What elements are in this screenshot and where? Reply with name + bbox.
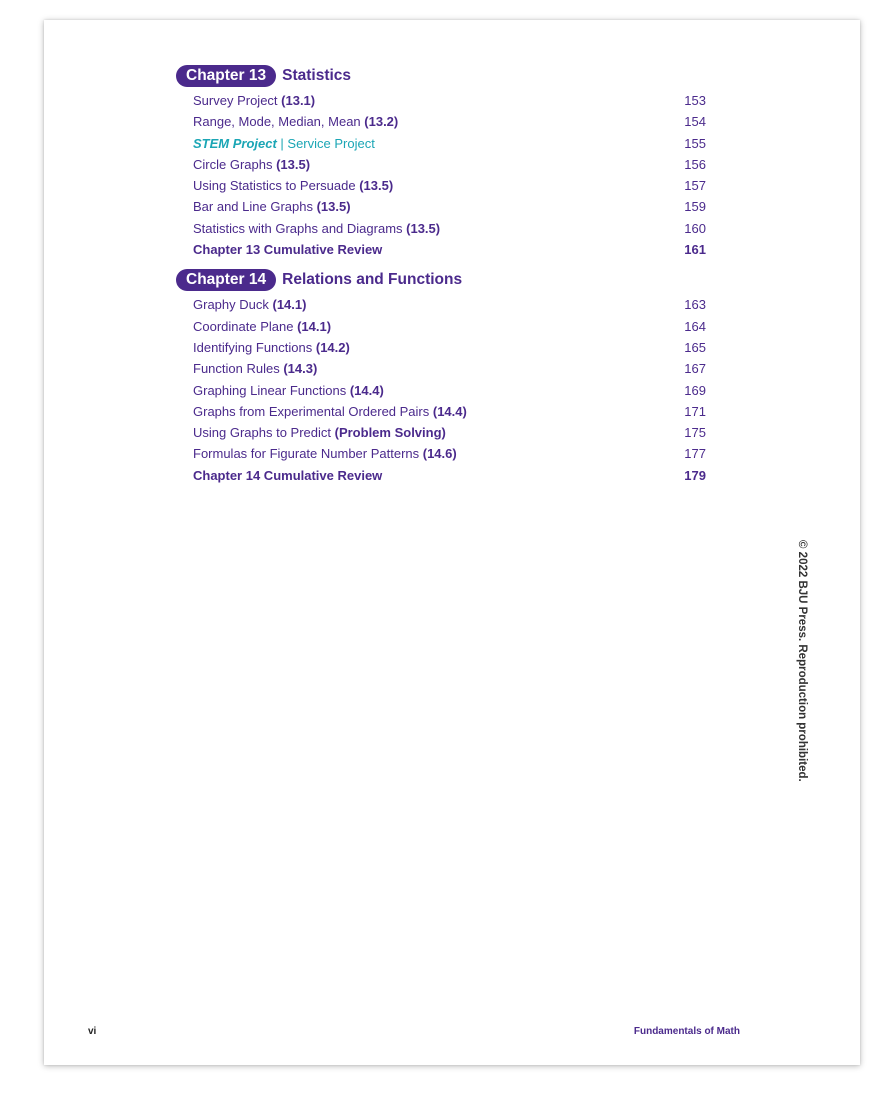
page-number-label: vi: [88, 1026, 97, 1037]
toc-entry: [193, 175, 706, 196]
entry-text: Graphy Duck: [193, 297, 273, 313]
entry-text: Chapter 13 Cumulative Review: [193, 242, 383, 258]
entry-page-number: 163: [684, 297, 706, 313]
lesson-reference: (13.5): [276, 156, 311, 172]
lesson-reference: (Problem Solving): [334, 425, 446, 441]
toc-entry: [193, 196, 706, 217]
entry-title: [193, 422, 446, 443]
entry-page-number: 177: [684, 446, 706, 462]
toc-entry: [193, 133, 706, 154]
entry-text: Statistics with Graphs and Diagrams: [193, 220, 407, 236]
chapter-number-badge: Chapter 14: [176, 269, 276, 291]
toc-entry: [193, 154, 706, 175]
entry-title: [193, 380, 384, 401]
entry-page-number: 165: [684, 339, 706, 355]
chapter-section: [176, 64, 706, 260]
entry-page-number: 161: [684, 242, 706, 258]
toc-entry: [193, 358, 706, 379]
entry-text: Graphs from Experimental Ordered Pairs: [193, 403, 433, 419]
toc-entry: [193, 218, 706, 239]
lesson-reference: (13.5): [316, 199, 351, 215]
entry-text: Graphing Linear Functions: [193, 382, 350, 398]
entry-page-number: 175: [684, 425, 706, 441]
entry-title: [193, 443, 457, 464]
chapter-title: Relations and Functions: [282, 271, 463, 289]
entry-page-number: 171: [684, 403, 706, 419]
entry-page-number: 159: [684, 199, 706, 215]
toc-entry: [193, 294, 706, 315]
table-of-contents: [176, 64, 706, 494]
entry-title: [193, 358, 317, 379]
entry-title: [193, 133, 375, 154]
entry-title: [193, 111, 398, 132]
lesson-reference: (14.4): [349, 382, 384, 398]
toc-entry: [193, 316, 706, 337]
chapter-entries: [176, 90, 706, 260]
entry-title: [193, 401, 467, 422]
toc-entry: [193, 401, 706, 422]
entry-text: Using Graphs to Predict: [193, 425, 335, 441]
entry-page-number: 160: [684, 220, 706, 236]
entry-title: [193, 218, 440, 239]
entry-text: Using Statistics to Persuade: [193, 178, 360, 194]
chapter-title: Statistics: [282, 67, 352, 84]
chapter-heading: [176, 64, 706, 88]
entry-title: [193, 294, 306, 315]
entry-separator: |: [276, 135, 288, 151]
entry-text: Bar and Line Graphs: [193, 199, 317, 215]
toc-entry: [193, 465, 706, 486]
entry-page-number: 155: [684, 135, 706, 151]
document-page: [44, 20, 860, 1065]
entry-title: [193, 90, 315, 111]
lesson-reference: (14.3): [283, 361, 318, 377]
entry-page-number: 157: [684, 178, 706, 194]
toc-entry: [193, 337, 706, 358]
entry-page-number: 156: [684, 156, 706, 172]
copyright-notice: [796, 540, 810, 782]
entry-text: Circle Graphs: [193, 156, 277, 172]
entry-title: [193, 239, 382, 260]
entry-title: [193, 337, 350, 358]
lesson-reference: (14.2): [315, 339, 350, 355]
entry-title: [193, 196, 351, 217]
lesson-reference: (13.2): [364, 114, 399, 130]
lesson-reference: (14.6): [422, 446, 457, 462]
chapter-section: [176, 268, 706, 486]
entry-text: Function Rules: [193, 361, 284, 377]
chapter-number-badge: Chapter 13: [176, 65, 276, 87]
toc-entry: [193, 111, 706, 132]
lesson-reference: (14.4): [432, 403, 467, 419]
entry-page-number: 179: [684, 467, 706, 483]
entry-text: Survey Project: [193, 93, 282, 108]
entry-page-number: 153: [684, 93, 706, 108]
lesson-reference: (14.1): [272, 297, 307, 313]
lesson-reference: (13.5): [406, 220, 441, 236]
toc-entry: [193, 90, 706, 111]
lesson-reference: (13.1): [281, 93, 316, 108]
toc-entry: [193, 422, 706, 443]
entry-text: Formulas for Figurate Number Patterns: [193, 446, 423, 462]
chapter-entries: [176, 294, 706, 486]
entry-title: [193, 316, 331, 337]
entry-page-number: 164: [684, 318, 706, 334]
entry-text: Service Project: [287, 135, 375, 151]
stem-project-label: STEM Project: [193, 135, 277, 151]
chapter-heading: [176, 268, 706, 292]
entry-title: [193, 154, 310, 175]
lesson-reference: (14.1): [297, 318, 332, 334]
lesson-reference: (13.5): [359, 178, 394, 194]
toc-entry: [193, 239, 706, 260]
toc-entry: [193, 443, 706, 464]
entry-title: [193, 465, 382, 486]
entry-page-number: 154: [684, 114, 706, 130]
entry-page-number: 167: [684, 361, 706, 377]
entry-text: Chapter 14 Cumulative Review: [193, 467, 383, 483]
entry-text: Range, Mode, Median, Mean: [193, 114, 365, 130]
entry-text: Coordinate Plane: [193, 318, 298, 334]
entry-title: [193, 175, 393, 196]
entry-page-number: 169: [684, 382, 706, 398]
entry-text: Identifying Functions: [193, 339, 316, 355]
copyright-text: © 2022 BJU Press. Reproduction prohibited.: [796, 540, 808, 782]
toc-entry: [193, 380, 706, 401]
book-title: Fundamentals of Math: [633, 1026, 740, 1037]
